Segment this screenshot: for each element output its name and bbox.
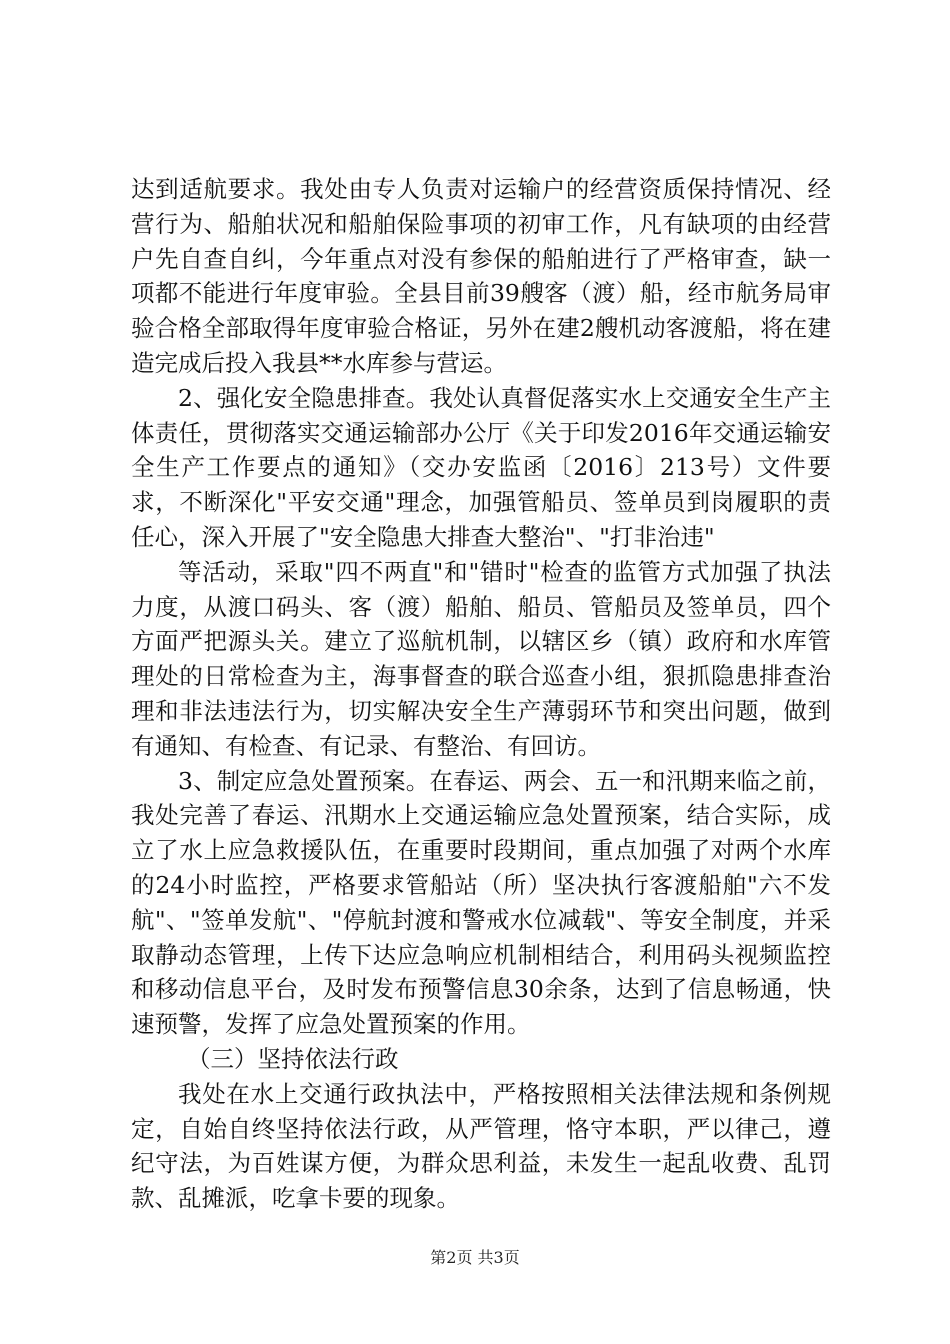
paragraph-activities: 等活动，采取"四不两直"和"错时"检查的监管方式加强了执法力度，从渡口码头、客（渡）船舶、船员、管船员及签单员，四个方面严把源头关。建立了巡航机制，以辖区乡（镇）政府和水库管理处的日常检查为主，海事督查的联合巡查小组，狠抓隐患排查治理和非法违法行为，切实解决安全生产薄弱环节和突出问题，做到有通知、有检查、有记录、有整治、有回访。 bbox=[131, 557, 831, 760]
paragraph-continuation: 达到适航要求。我处由专人负责对运输户的经营资质保持情况、经营行为、船舶状况和船舶保险事项的初审工作，凡有缺项的由经营户先自查自纠，今年重点对没有参保的船舶进行了严格审查，缺一项都不能进行年度审验。全县目前39艘客（渡）船，经市航务局审验合格全部取得年度审验合格证，另外在建2艘机动客渡船，将在建造完成后投入我县**水库参与营运。 bbox=[131, 175, 831, 377]
paragraph-lawful-administration: 我处在水上交通行政执法中，严格按照相关法律法规和条例规定，自始自终坚持依法行政，从严管理，恪守本职，严以律己，遵纪守法，为百姓谋方便，为群众思利益，未发生一起乱收费、乱罚款、乱摊派，吃拿卡要的现象。 bbox=[131, 1079, 831, 1213]
document-body bbox=[131, 172, 831, 1216]
page-footer bbox=[0, 1248, 950, 1268]
section-heading-lawful-administration: （三）坚持依法行政 bbox=[187, 1044, 399, 1073]
paragraph-emergency-plan: 3、制定应急处置预案。在春运、两会、五一和汛期来临之前，我处完善了春运、汛期水上交通运输应急处置预案，结合实际，成立了水上应急救援队伍，在重要时段期间，重点加强了对两个水库的24小时监控，严格要求管船站（所）坚决执行客渡船舶"六不发航"、"签单发航"、"停航封渡和警戒水位减载"、等安全制度，并采取静动态管理，上传下达应急响应机制相结合，利用码头视频监控和移动信息平台，及时发布预警信息30余条，达到了信息畅通，快速预警，发挥了应急处置预案的作用。 bbox=[131, 766, 831, 1039]
paragraph-safety-inspection: 2、强化安全隐患排查。我处认真督促落实水上交通安全生产主体责任，贯彻落实交通运输部办公厅《关于印发2016年交通运输安全生产工作要点的通知》（交办安监函〔2016〕213号）文件要求，不断深化"平安交通"理念，加强管船员、签单员到岗履职的责任心，深入开展了"安全隐患大排查大整治"、"打非治违" bbox=[131, 383, 831, 551]
page-number-label: 第2页 共3页 bbox=[430, 1248, 520, 1267]
